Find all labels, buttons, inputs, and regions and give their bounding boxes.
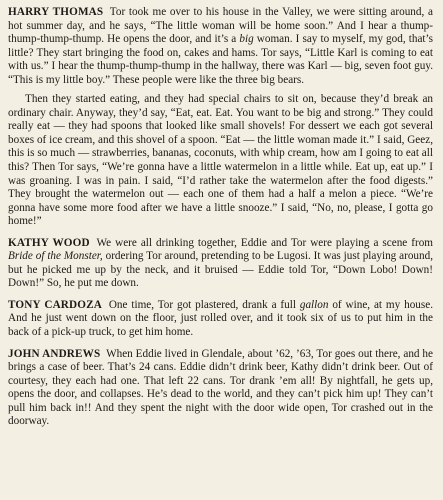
speaker-name: JOHN ANDREWS xyxy=(8,347,101,360)
quote-john-andrews xyxy=(8,348,433,429)
paragraph xyxy=(8,299,433,340)
quote-text: ordering Tor around, pretending to be Lugosi. It was just playing around, but he picked me up by the neck, and it bruised — Eddie told Tor, “Down Lobo! Down! Down!” So, he put me down. xyxy=(8,250,433,290)
paragraph xyxy=(8,348,433,429)
quote-text: of wine, at my house. And he just went down on the floor, just rolled over, and it took six of us to put him in the back of a pick-up truck, to get him home. xyxy=(8,298,433,339)
quote-text: woman. I say to myself, my god, that’s little? They start bringing the food on, cakes and hams. Tor says, “Little Karl is coming to eat with us.” I hear the thump-thump-thump in the hallway, there was Karl — big, seven foot guy. “This is my little boy.” These people were like the three big bears. xyxy=(8,33,433,86)
quote-tony-cardoza xyxy=(8,299,433,340)
speaker-name: KATHY WOOD xyxy=(8,236,90,249)
quote-text: Tor took me over to his house in the Valley, we were sitting around, a hot summer day, and he says, “The little woman will be home soon.” And I hear a thump-thump-thump-thump. He opens the door, and it’s a xyxy=(8,6,433,46)
quote-kathy-wood xyxy=(8,237,433,291)
paragraph xyxy=(8,6,433,87)
paragraph xyxy=(8,93,433,228)
quote-text: Then they started eating, and they had special chairs to sit on, because they’d break an ordinary chair. Anyway, they’d say, “Eat, eat. Eat. You want to be big and strong.” They could really eat — they had spoons that looked like small shovels! For dessert we each got several boxes of ice cream, and this shovel of a spoon. “Eat — the little woman made it.” I said, Geez, this is so much — strawberries, bananas, coconuts, with whip cream, how am I going to eat all this? Then Tor says, “We’re gonna have a little watermelon in a little while. Eat up, eat up.” I was groaning. I was in pain. I said, “I’d rather take the watermelon after the food digests.” They brought the watermelon out — each one of them had a half a melon a piece. “We’re gonna have some more food after we have a little snooze.” I said, “No, no, please, I gotta go home!” xyxy=(8,93,433,228)
quote-harry-thomas xyxy=(8,6,433,229)
speaker-name: TONY CARDOZA xyxy=(8,298,102,311)
quote-text: One time, Tor got plastered, drank a full xyxy=(108,298,300,311)
quote-text: When Eddie lived in Glendale, about ’62, ’63, Tor goes out there, and he brings a case of beer. That’s 24 cans. Eddie didn’t drink beer, Kathy didn’t drink beer. Out of courtesy, they each had one. That left 22 cans. Tor drank ’em all! By nightfall, he gets up, opens the door, and collapses. He’s dead to the world, and they can’t pick him up! They can’t pull him back in!! And they spent the night with the door wide open, Tor crashed out in the doorway. xyxy=(8,347,433,428)
emphasis-text: big xyxy=(239,33,254,46)
paragraph xyxy=(8,237,433,291)
speaker-name: HARRY THOMAS xyxy=(8,6,104,18)
film-title: Bride of the Monster, xyxy=(8,250,103,263)
quote-text: We were all drinking together, Eddie and Tor were playing a scene from xyxy=(96,236,433,249)
emphasis-text: gallon xyxy=(299,298,329,311)
